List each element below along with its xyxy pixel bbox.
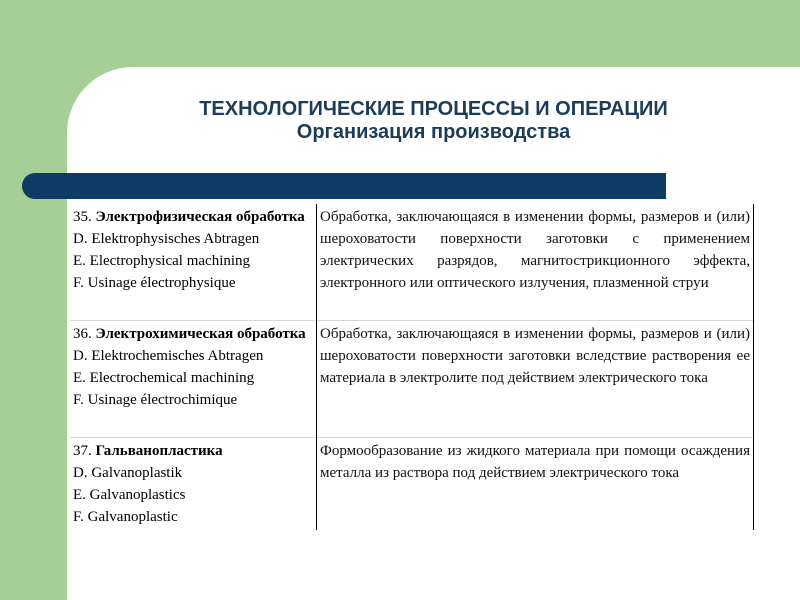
- table-row: [70, 438, 754, 531]
- term-english: E. Electrochemical machining: [73, 370, 255, 386]
- term-german: D. Elektrophysisches Abtragen: [73, 231, 260, 247]
- term-number: 36.: [73, 326, 92, 342]
- term-name: Гальванопластика: [95, 443, 223, 459]
- definition-cell: Обработка, заключающаяся в изменении формы, размеров и (или) шероховатости поверхности заготовки вследствие растворения ее материала в электролите под действием электрического тока: [317, 321, 754, 438]
- definition-cell: Формообразование из жидкого материала при помощи осаждения металла из раствора под действием электрического тока: [317, 438, 754, 531]
- term-french: F. Usinage électrophysique: [73, 275, 236, 291]
- term-french: F. Usinage électrochimique: [73, 392, 238, 408]
- decorative-bar: [22, 173, 666, 199]
- slide-subtitle: Организация производства: [296, 121, 571, 143]
- term-cell: [70, 438, 317, 531]
- term-number: 35.: [73, 209, 92, 225]
- left-green-strip: [0, 0, 67, 600]
- definition-cell: Обработка, заключающаяся в изменении формы, размеров и (или) шероховатости поверхности заготовки с применением электрических разрядов, магнитострикционного эффекта, электронного или оптического излучения, плазменной струи: [317, 204, 754, 321]
- table-row: [70, 321, 754, 438]
- term-english: E. Electrophysical machining: [73, 253, 251, 269]
- table-row: [70, 204, 754, 321]
- definitions-table: [70, 204, 754, 530]
- term-german: D. Elektrochemisches Abtragen: [73, 348, 264, 364]
- slide-title: ТЕХНОЛОГИЧЕСКИЕ ПРОЦЕССЫ И ОПЕРАЦИИ: [199, 98, 668, 120]
- term-cell: [70, 321, 317, 438]
- term-french: F. Galvanoplastic: [73, 509, 178, 525]
- term-name: Электрохимическая обработка: [95, 326, 306, 342]
- term-name: Электрофизическая обработка: [95, 209, 305, 225]
- term-number: 37.: [73, 443, 92, 459]
- term-cell: [70, 204, 317, 321]
- term-german: D. Galvanoplastik: [73, 465, 183, 481]
- slide-header: [67, 98, 800, 144]
- term-english: E. Galvanoplastics: [73, 487, 186, 503]
